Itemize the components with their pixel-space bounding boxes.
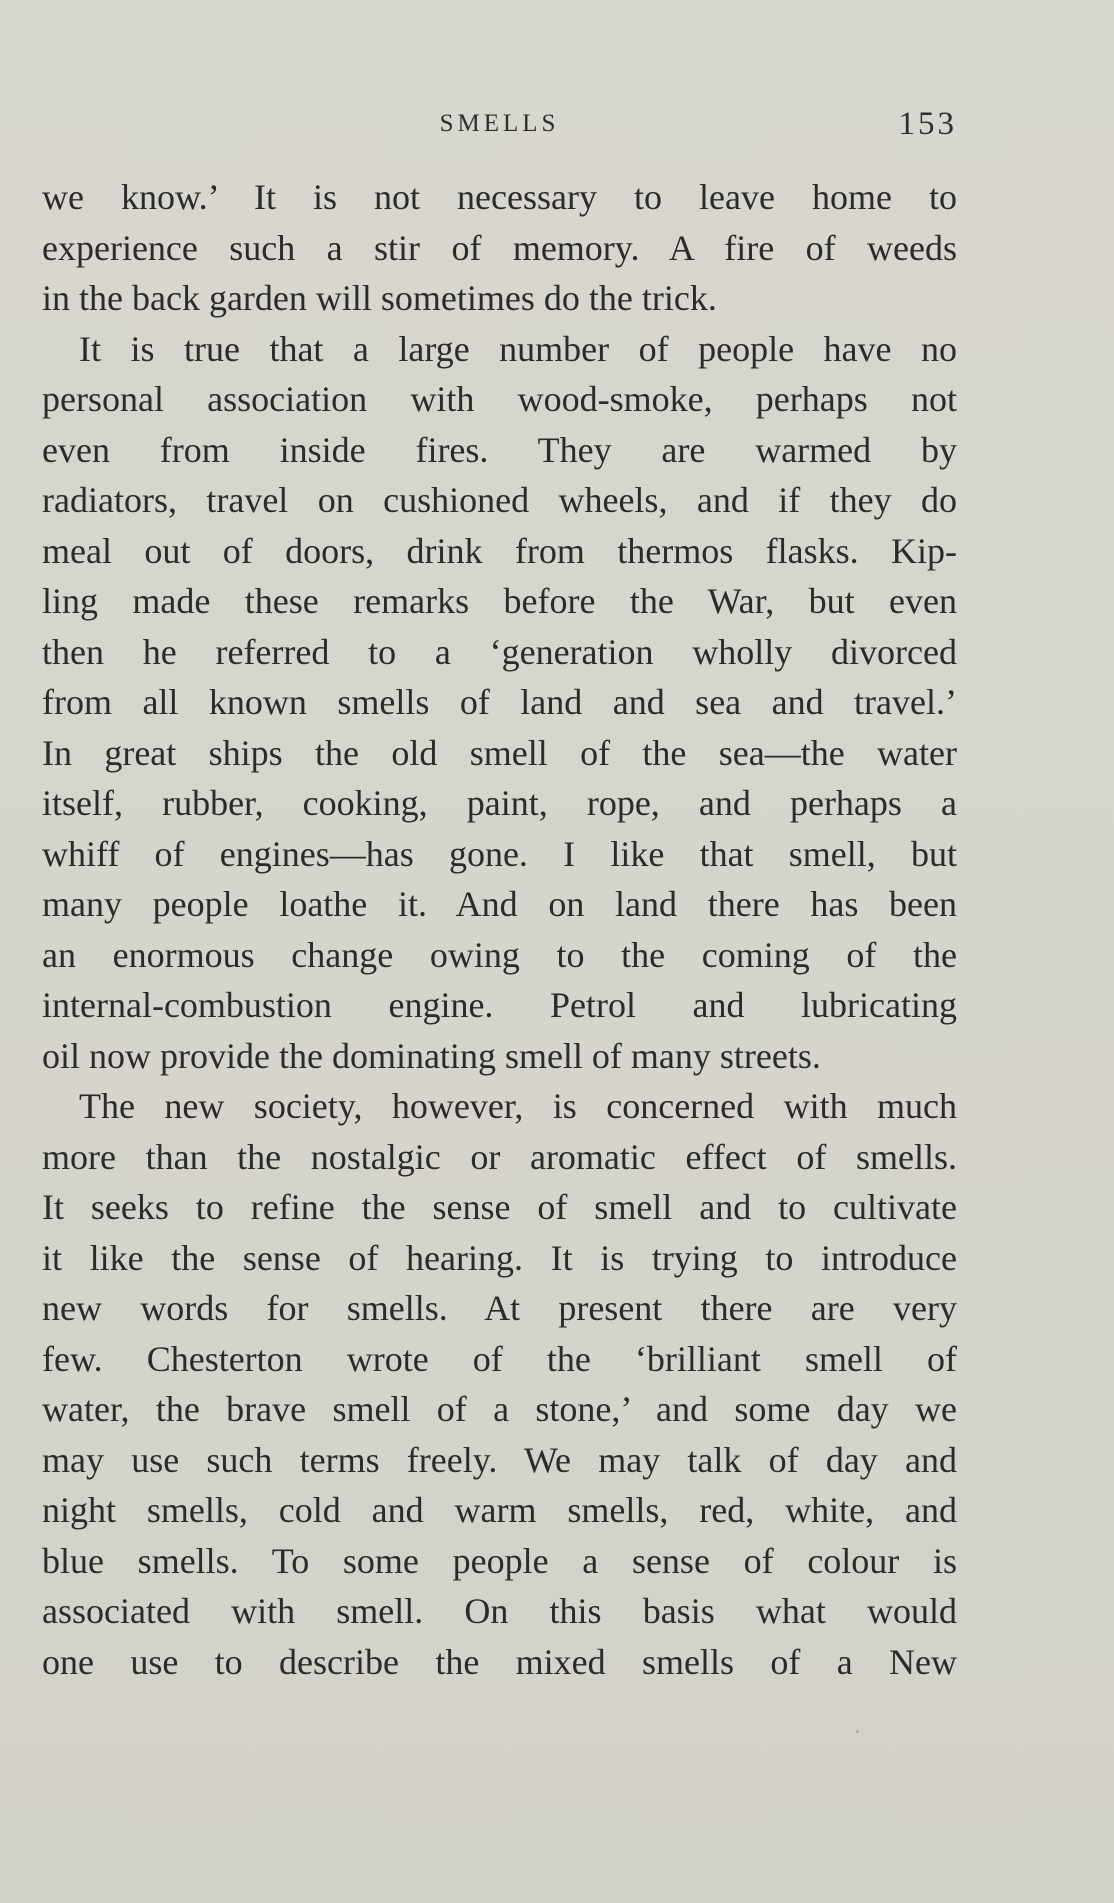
text-line: many people loathe it. And on land there has been	[42, 884, 957, 924]
text-line: ling made these remarks before the War, but even	[42, 581, 957, 621]
text-line: It seeks to refine the sense of smell and to cultivate	[42, 1187, 957, 1227]
text-line: then he referred to a ‘generation wholly divorced	[42, 631, 957, 672]
paper-speck	[856, 1730, 859, 1733]
text-line: may use such terms freely. We may talk of day and	[42, 1439, 957, 1480]
text-line: it like the sense of hearing. It is trying to introduce	[42, 1237, 957, 1278]
text-line: from all known smells of land and sea and travel.’	[42, 682, 957, 722]
text-line: more than the nostalgic or aromatic effect of smells.	[42, 1136, 957, 1177]
text-line: personal association with wood-smoke, perhaps not	[42, 379, 957, 419]
text-line: experience such a stir of memory. A fire of weeds	[42, 227, 957, 268]
paragraph-end-line: in the back garden will sometimes do the trick.	[42, 278, 717, 318]
text-line: whiff of engines—has gone. I like that smell, but	[42, 833, 957, 874]
text-line: we know.’ It is not necessary to leave home to	[42, 177, 957, 217]
text-line: In great ships the old smell of the sea—the water	[42, 732, 957, 773]
text-line: night smells, cold and warm smells, red, white, and	[42, 1490, 957, 1530]
text-line: blue smells. To some people a sense of colour is	[42, 1540, 957, 1581]
body-text	[42, 172, 957, 1687]
text-line: internal-combustion engine. Petrol and lubricating	[42, 985, 957, 1025]
paragraph-start-line: The new society, however, is concerned with much	[79, 1086, 957, 1126]
text-line: itself, rubber, cooking, paint, rope, and perhaps a	[42, 783, 957, 823]
page-number: 153	[898, 106, 957, 142]
paragraph-end-line: oil now provide the dominating smell of many streets.	[42, 1035, 821, 1076]
text-line: associated with smell. On this basis what would	[42, 1591, 957, 1631]
text-line: even from inside fires. They are warmed by	[42, 429, 957, 470]
text-line: one use to describe the mixed smells of a New	[42, 1641, 957, 1682]
text-line: few. Chesterton wrote of the ‘brilliant smell of	[42, 1338, 957, 1379]
text-line: an enormous change owing to the coming of the	[42, 934, 957, 975]
text-line: water, the brave smell of a stone,’ and some day we	[42, 1389, 957, 1429]
running-title: SMELLS	[439, 110, 560, 137]
paragraph-start-line: It is true that a large number of people have no	[79, 328, 957, 369]
text-line: radiators, travel on cushioned wheels, and if they do	[42, 480, 957, 520]
text-line: meal out of doors, drink from thermos flasks. Kip-	[42, 530, 957, 571]
running-head	[42, 106, 957, 150]
text-line: new words for smells. At present there are very	[42, 1288, 957, 1328]
